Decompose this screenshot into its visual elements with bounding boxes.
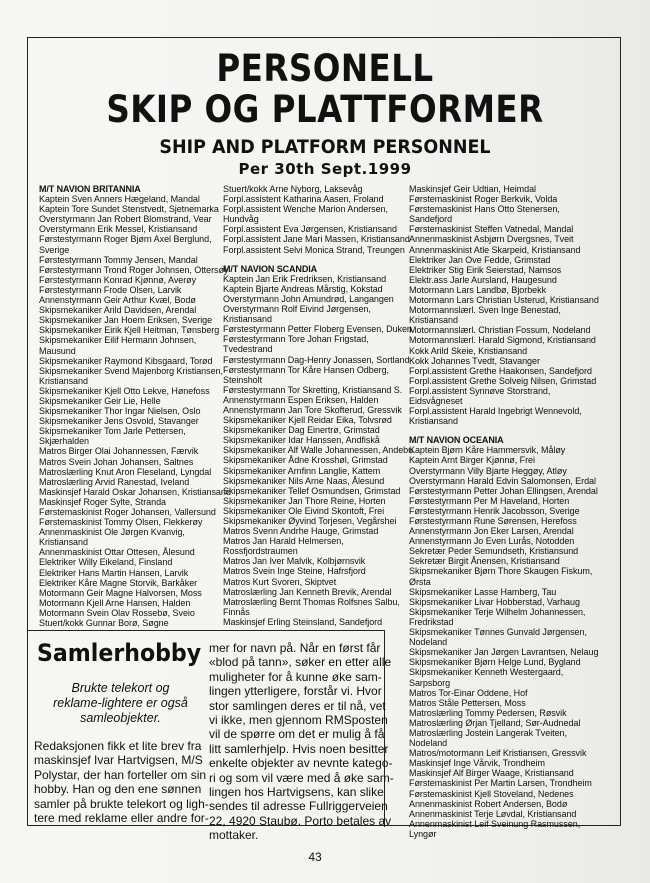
crew-entry: Forpl.assistent Katharina Aasen, Froland xyxy=(223,194,384,205)
crew-entry: Førstestyrmann Tore Johan Frigstad, xyxy=(223,334,369,345)
crew-entry: Skipsmekaniker Øyvind Torjesen, Vegårshei xyxy=(223,516,397,526)
subtitle: SHIP AND PLATFORM PERSONNEL xyxy=(159,136,491,158)
crew-entry: Skipsmekaniker Jan Thore Reine, Horten xyxy=(223,495,386,506)
crew-entry: Annenmaskinist Asbjørn Dvergsnes, Tveit xyxy=(409,234,574,245)
crew-entry: Skipsmekaniker Thor Ingar Nielsen, Oslo xyxy=(39,406,201,417)
hobby-text-line: sendes til adresse Fullriggerveien xyxy=(209,799,388,814)
crew-entry: Kaptein Bjarte Andreas Mårstig, Kokstad xyxy=(223,283,383,294)
crew-entry: Annenmaskinist Terje Løvdal, Kristiansand xyxy=(409,808,577,819)
crew-entry: Førstestyrmann Petter Floberg Evensen, Duken xyxy=(223,324,412,335)
crew-entry: Kristiansand xyxy=(39,375,88,386)
crew-entry: Førstemaskinist Hans Otto Stenersen, xyxy=(409,204,560,215)
crew-entry: Kaptein Tore Sundet Stenstvedt, Sjetnemarka xyxy=(39,204,219,215)
crew-entry: Annenstyrmann Espen Eriksen, Halden xyxy=(223,394,379,405)
section-gap xyxy=(409,426,615,435)
hobby-text-line: lingen ytterligere, forstår vi. Hvor xyxy=(209,684,382,699)
article-frame xyxy=(27,37,621,843)
crew-entry: Motormannslærl. Christian Fossum, Nodeland xyxy=(409,325,591,336)
column-1 xyxy=(39,184,231,629)
crew-entry: Elektriker Hans Martin Hansen, Larvik xyxy=(39,567,189,578)
crew-entry: Skipsmekaniker Kjell Otto Lekve, Hønefoss xyxy=(39,385,210,396)
crew-entry: Ørsta xyxy=(409,576,431,587)
crew-entry: Førstemaskinist Tommy Olsen, Flekkerøy xyxy=(39,517,203,528)
crew-entry: Førstemaskinist Per Martin Larsen, Trondheim xyxy=(409,778,592,789)
crew-entry: Skjærhalden xyxy=(39,436,89,447)
crew-entry: Skipsmekaniker Dag Einertrø, Grimstad xyxy=(223,425,380,436)
crew-entry: Førstestyrmann Roger Bjørn Axel Berglund, xyxy=(39,234,212,245)
crew-entry: Nodeland xyxy=(409,738,448,749)
crew-entry: Matroslærling Knut Aron Fleseland, Lyngdal xyxy=(39,466,212,477)
crew-entry: Overstyrmann Harald Edvin Salomonsen, Erdal xyxy=(409,475,596,486)
crew-entry: Overstyrmann Rolf Eivind Jørgensen, xyxy=(223,304,371,315)
crew-entry: Eidsvågneset xyxy=(409,395,463,406)
crew-entry: Skipsmekaniker Raymond Kibsgaard, Torød xyxy=(39,355,213,366)
crew-entry: Elektriker Kåre Magne Storvik, Barkåker xyxy=(39,577,198,588)
crew-entry: Maskinsjef Erling Steinsland, Sandefjord xyxy=(223,616,383,627)
crew-entry: Skipsmekaniker Livar Hobberstad, Varhaug xyxy=(409,596,580,607)
hobby-text-line: mottaker. xyxy=(209,828,259,843)
crew-entry: Førstestyrmann Henrik Jacobsson, Sverige xyxy=(409,505,580,516)
ship-heading: M/T NAVION SCANDIA xyxy=(223,263,318,274)
crew-entry: Tvedestrand xyxy=(223,344,273,355)
crew-entry: Førstestyrmann Konrad Kjønnø, Averøy xyxy=(39,274,197,285)
ship-heading: M/T NAVION BRITANNIA xyxy=(39,184,141,194)
crew-entry: Mausund xyxy=(39,345,76,356)
crew-entry: Matros Svein Inge Steine, Hafrsfjord xyxy=(223,566,366,577)
hobby-lead-line: reklame-lightere er også xyxy=(53,696,188,710)
crew-entry: Motormann Svein Olav Rossebø, Sveio xyxy=(39,607,195,618)
crew-entry: Skipsmekaniker Tom Jarle Pettersen, xyxy=(39,426,186,437)
crew-entry: Elektriker Jan Ove Fedde, Grimstad xyxy=(409,254,551,265)
hobby-lead-line: Brukte telekort og xyxy=(71,681,170,695)
hobby-body-right xyxy=(209,641,394,843)
crew-entry: Kaptein Bjørn Kåre Hammersvik, Måløy xyxy=(409,445,566,456)
crew-entry: Matroslærling Tommy Pedersen, Røsvik xyxy=(409,707,567,718)
crew-entry: Motormann Lars Landbø, Bjorbekk xyxy=(409,284,547,295)
crew-entry: Annenmaskinist Robert Andersen, Bodø xyxy=(409,798,568,809)
crew-entry: Overstyrmann Villy Bjarte Heggøy, Atløy xyxy=(409,465,567,476)
crew-entry: Skipsmekaniker Jan Jørgen Lavrantsen, Nelaug xyxy=(409,647,599,658)
hobby-text-line: litt samlerhjelp. Hvis noen besitter xyxy=(209,741,389,756)
crew-entry: Annenmaskinist Ole Jørgen Kvanvig, xyxy=(39,527,185,538)
crew-entry: Maskinsjef Roger Sylte, Stranda xyxy=(39,496,167,507)
crew-entry: Kaptein Jan Erik Fredriksen, Kristiansand xyxy=(223,273,387,284)
crew-entry: Sekretær Peder Semundseth, Kristiansund xyxy=(409,546,579,557)
hobby-text-line: «blod på tann», søker en etter alle xyxy=(209,655,392,670)
hobby-text-line: Redaksjonen fikk et lite brev fra xyxy=(34,739,202,753)
crew-entry: Maskinsjef Harald Oskar Johansen, Kristiansand xyxy=(39,486,231,497)
hobby-text-line: vi ikke, men gjennom RMSposten xyxy=(209,713,388,728)
crew-entry: Førstestyrmann Frode Olsen, Larvik xyxy=(39,284,182,295)
header xyxy=(28,48,622,178)
title-line2: SKIP OG PLATTFORMER xyxy=(106,88,544,131)
crew-entry: Elektriker Willy Eikeland, Finsland xyxy=(39,557,173,568)
crew-entry: Sekretær Birgit Ånensen, Kristiansand xyxy=(409,556,560,567)
crew-entry: Førstestyrmann Tor Skretting, Kristiansand S. xyxy=(223,384,403,395)
crew-entry: Matroslærling Arvid Ranestad, Iveland xyxy=(39,476,190,487)
crew-entry: Førstestyrmann Tor Kåre Hansen Odberg, xyxy=(223,364,390,375)
crew-entry: Annenstyrmann Jan Tore Skofterud, Gressvik xyxy=(223,404,402,415)
crew-entry: Motormannslærl. Sven Inge Benestad, xyxy=(409,305,561,316)
crew-entry: Matroslærling Bernt Thomas Rolfsnes Salbu, xyxy=(223,596,400,607)
crew-entry: Sarpsborg xyxy=(409,677,451,688)
crew-entry: Matros Jan Harald Helmersen, xyxy=(223,536,344,547)
crew-entry: Kokk Arild Skeie, Kristiansand xyxy=(409,345,528,356)
crew-entry: Skipsmekaniker Alf Walle Johannessen, Andebu xyxy=(223,445,414,456)
crew-entry: Skipsmekaniker Nils Arne Naas, Ålesund xyxy=(223,475,385,486)
crew-entry: Skipsmekaniker Arild Davidsen, Arendal xyxy=(39,305,197,316)
crew-entry: Sandefjord xyxy=(409,214,453,225)
crew-entry: Elektr.ass Jarle Aursland, Haugesund xyxy=(409,274,557,285)
crew-entry: Førstestyrmann Petter Johan Ellingsen, Arendal xyxy=(409,485,598,496)
crew-entry: Skipsmekaniker Kenneth Westergaard, xyxy=(409,667,564,678)
crew-entry: Motormannslærl. Harald Sigmond, Kristiansand xyxy=(409,335,596,346)
crew-entry: Førstestyrmann Tommy Jensen, Mandal xyxy=(39,254,198,265)
crew-entry: Skipsmekaniker Tønnes Gunvald Jørgensen, xyxy=(409,627,587,638)
crew-entry: Skipsmekaniker Kjell Reidar Eika, Tolvsrød xyxy=(223,415,392,426)
crew-entry: Overstyrmann John Amundrød, Langangen xyxy=(223,293,394,304)
crew-entry: Annenmaskinist Leif Sveinung Rasmussen, xyxy=(409,818,581,829)
hobby-text-line: lingen hos Hartvigsens, kan slike xyxy=(209,785,384,800)
column-3 xyxy=(409,184,615,839)
crew-entry: Nodeland xyxy=(409,637,448,648)
hobby-text-line: mer for navn på. Når en først får xyxy=(209,641,381,655)
crew-entry: Skipsmekaniker Bjørn Helge Lund, Bygland xyxy=(409,657,581,668)
crew-entry: Kokk Johannes Tvedt, Stavanger xyxy=(409,355,540,366)
crew-entry: Motormann Kjell Arne Hansen, Halden xyxy=(39,597,191,608)
crew-entry: Skipsmekaniker Eirik Kjell Heitman, Tønsberg xyxy=(39,325,220,336)
crew-entry: Maskinsjef Geir Udtian, Heimdal xyxy=(409,184,536,194)
hobby-text-line: stor samlingen deres er til nå, vet xyxy=(209,698,386,713)
crew-entry: Matroslærling Ørjan Tjelland, Sør-Audnedal xyxy=(409,717,581,728)
crew-entry: Matros Jan Iver Malvik, Kolbjørnsvik xyxy=(223,556,366,567)
crew-entry: Matroslærling Jan Kenneth Brevik, Arendal xyxy=(223,586,392,597)
title-line1: PERSONELL xyxy=(216,47,434,90)
crew-entry: Kristiansand xyxy=(223,314,272,325)
crew-entry: Kaptein Sven Anners Hægeland, Mandal xyxy=(39,194,200,205)
crew-entry: Førstemaskinist Roger Johansen, Vallersund xyxy=(39,507,216,517)
crew-entry: Førstemaskinist Kjell Stoveland, Nedenes xyxy=(409,788,574,799)
hobby-text-line: vil de spørre om det er mulig å få xyxy=(209,727,385,742)
hobby-title: Samlerhobby xyxy=(37,639,202,667)
crew-entry: Matros Tor-Einar Oddene, Hof xyxy=(409,687,528,698)
crew-entry: Førstestyrmann Per M Haveland, Horten xyxy=(409,495,570,506)
crew-entry: Maskinsjef Inge Vårvik, Trondheim xyxy=(409,758,545,769)
crew-entry: Skipsmekaniker Ådne Krosshøl, Grimstad xyxy=(223,455,388,466)
crew-entry: Annenstyrmann Geir Arthur Kvæl, Bodø xyxy=(39,295,196,306)
crew-entry: Skipsmekaniker Eilif Hermann Johnsen, xyxy=(39,335,197,346)
crew-entry: Matros Svein Johan Johansen, Saltnes xyxy=(39,456,194,467)
crew-entry: Annenstyrmann Jon Eker Larsen, Arendal xyxy=(409,526,574,537)
hobby-text-line: Polystar, der han forteller om sin xyxy=(34,767,207,782)
hobby-text-line: ri og som vil være med å øke sam- xyxy=(209,770,394,785)
crew-entry: Skipsmekaniker Lasse Hamberg, Tau xyxy=(409,586,557,597)
crew-entry: Maskinsjef Alf Birger Waage, Kristiansand xyxy=(409,768,574,779)
page-number: 43 xyxy=(308,850,322,864)
crew-entry: Motormann Geir Magne Halvorsen, Moss xyxy=(39,587,202,598)
crew-entry: Skipsmekaniker Ole Eivind Skontoft, Frei xyxy=(223,505,385,516)
crew-entry: Matros Kurt Svoren, Skiptvet xyxy=(223,576,337,587)
hobby-text-line: tere med reklame eller andre for- xyxy=(34,811,209,826)
crew-entry: Annenmaskinist Ottar Ottesen, Ålesund xyxy=(39,547,195,558)
crew-entry: Forpl.assistent Selvi Monica Strand, Treungen xyxy=(223,244,405,255)
crew-entry: Skipsmekaniker Tellef Osmundsen, Grimstad xyxy=(223,485,401,496)
crew-entry: Lyngør xyxy=(409,828,437,839)
hobby-body-left xyxy=(34,739,209,826)
crew-entry: Skipsmekaniker Jens Osvold, Stavanger xyxy=(39,416,199,427)
hobby-article xyxy=(28,630,394,843)
crew-entry: Fredrikstad xyxy=(409,616,454,627)
crew-entry: Hundvåg xyxy=(223,214,259,225)
crew-entry: Skipsmekaniker Idar Hanssen, Andfiskå xyxy=(223,435,380,446)
crew-entry: Skipsmekaniker Jan Hoem Eriksen, Sverige xyxy=(39,315,213,326)
hobby-lead xyxy=(38,681,203,726)
crew-entry: Forpl.assistent Jane Mari Massen, Kristiansand xyxy=(223,234,410,245)
crew-entry: Førstestyrmann Dag-Henry Jonassen, Sortland xyxy=(223,354,410,365)
crew-entry: Førstemaskinist Steffen Vatnedal, Mandal xyxy=(409,224,574,235)
crew-entry: Stuert/kokk Gunnar Borø, Søgne xyxy=(39,618,169,629)
crew-entry: Matros Svenn Andrhe Hauge, Grimstad xyxy=(223,526,379,537)
section-gap xyxy=(223,255,411,264)
hobby-text-line: enkelte objekter av nevnte katego- xyxy=(209,756,393,771)
hobby-lead-line: samleobjekter. xyxy=(80,711,161,725)
crew-entry: Sverige xyxy=(39,244,70,255)
column-2 xyxy=(223,184,414,627)
crew-entry: Førstemaskinist Roger Berkvik, Volda xyxy=(409,194,558,205)
crew-entry: Motormann Lars Christian Usterud, Kristiansand xyxy=(409,295,599,306)
crew-entry: Skipsmekaniker Svend Majenborg Kristiansen, xyxy=(39,365,223,376)
hobby-text-line: maskinsjef Ivar Hartvigsen, M/S xyxy=(34,753,203,768)
crew-entry: Steinsholt xyxy=(223,374,263,385)
crew-entry: Annenstyrmann Jo Even Lurås, Notodden xyxy=(409,536,575,547)
crew-entry: Overstyrmann Erik Messel, Kristiansand xyxy=(39,224,198,235)
hobby-text-line: samler på brukte telekort og ligh- xyxy=(34,796,209,811)
crew-entry: Kaptein Arnt Birger Kjønnø, Frei xyxy=(409,455,535,466)
crew-entry: Forpl.assistent Grethe Solveig Nilsen, Grimstad xyxy=(409,375,597,386)
crew-entry: Matroslærling Jostein Langerak Tveiten, xyxy=(409,727,567,738)
crew-entry: Skipsmekaniker Terje Wilhelm Johannessen, xyxy=(409,606,586,617)
crew-entry: Skipsmekaniker Geir Lie, Helle xyxy=(39,395,161,406)
crew-entry: Matros/motormann Leif Kristiansen, Gressvik xyxy=(409,748,587,759)
crew-entry: Forpl.assistent Eva Jørgensen, Kristiansand xyxy=(223,224,397,235)
crew-entry: Forpl.assistent Wenche Marion Andersen, xyxy=(223,204,388,215)
crew-entry: Overstyrmann Jan Robert Blomstrand, Vear xyxy=(39,214,212,225)
crew-entry: Elektriker Stig Eirik Seierstad, Namsos xyxy=(409,264,562,275)
crew-entry: Matros Birger Olai Johannessen, Færvik xyxy=(39,446,199,457)
hobby-text-line: hobby. Han og den ene sønnen xyxy=(34,782,202,797)
crew-entry: Stuert/kokk Arne Nyborg, Laksevåg xyxy=(223,184,363,194)
ship-heading: M/T NAVION OCEANIA xyxy=(409,435,504,446)
crew-entry: Skipsmekaniker Arnfinn Langlie, Kattem xyxy=(223,465,381,476)
crew-entry: Matros Ståle Pettersen, Moss xyxy=(409,697,526,708)
crew-entry: Rossfjordstraumen xyxy=(223,546,298,557)
crew-entry: Forpl.assistent Grethe Haakonsen, Sandefjord xyxy=(409,365,592,376)
crew-entry: Kristiansand xyxy=(409,416,458,427)
crew-entry: Skipsmekaniker Bjørn Thore Skaugen Fiskum, xyxy=(409,566,593,577)
crew-entry: Kristiansand xyxy=(409,315,458,326)
crew-entry: Førstestyrmann Rune Sørensen, Herefoss xyxy=(409,516,577,526)
crew-entry: Førstestyrmann Trond Roger Johnsen, Ottersøy xyxy=(39,264,229,275)
crew-entry: Forpl.assistent Harald Ingebrigt Wennevold, xyxy=(409,406,582,417)
crew-entry: Forpl.assistent Synnøve Storstrand, xyxy=(409,385,551,396)
date-line: Per 30th Sept.1999 xyxy=(238,160,412,178)
hobby-text-line: muligheter for å kunne øke sam- xyxy=(209,669,382,684)
crew-entry: Kristiansand xyxy=(39,537,88,548)
hobby-text-line: 22, 4920 Staubø. Porto betales av xyxy=(209,813,392,828)
crew-entry: Annenmaskinist Atle Skarpeid, Kristiansand xyxy=(409,244,581,255)
crew-entry: Finnås xyxy=(223,606,250,617)
